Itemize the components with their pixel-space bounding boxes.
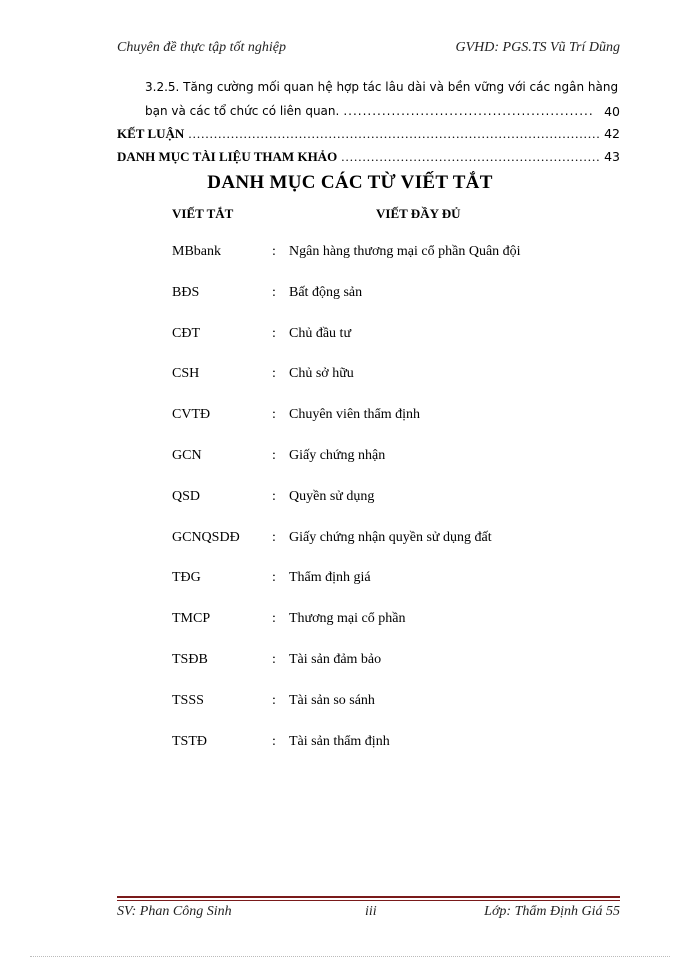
abbreviation-item [0,448,700,489]
abbreviation-code: TSĐB [172,651,208,667]
footer-student: SV: Phan Công Sinh [117,904,232,919]
abbreviation-item [0,530,700,571]
abbreviation-item [0,489,700,530]
abbreviation-item [0,285,700,326]
abbreviation-full: Giấy chứng nhận quyền sử dụng đất [289,529,492,545]
abbreviation-full: Thương mại cổ phần [289,611,406,627]
toc-sub-item-line2 [145,104,620,119]
abbreviation-separator: : [272,407,276,423]
abbreviation-separator: : [272,447,276,463]
abbreviation-full: Quyền sử dụng [289,488,375,504]
abbreviation-full: Tài sản so sánh [289,692,375,708]
abbreviation-code: CVTĐ [172,407,211,423]
toc-sub-item-page: 40 [604,104,620,119]
toc-sub-item-line1: 3.2.5. Tăng cường mối quan hệ hợp tác lâu dài và bền vững với các ngân hàng [145,80,619,94]
abbreviation-separator: : [272,488,276,504]
abbreviation-item [0,611,700,652]
abbreviation-code: GCNQSDĐ [172,529,240,545]
footer-rule-thin [117,900,620,901]
abbreviation-full: Chủ đầu tư [289,325,352,341]
abbreviation-code: BĐS [172,284,200,300]
abbreviation-separator: : [272,284,276,300]
abbreviation-full: Giấy chứng nhận [289,447,386,463]
abbreviation-item [0,652,700,693]
toc-references [117,149,620,165]
toc-leader-dots [188,126,600,142]
abbreviation-item [0,244,700,285]
abbreviation-item [0,734,700,775]
toc-leader-dots [341,149,600,165]
abbreviation-separator: : [272,611,276,627]
abbreviation-separator: : [272,529,276,545]
abbreviation-item [0,570,700,611]
abbreviation-code: TSTĐ [172,733,207,749]
abbreviation-separator: : [272,244,276,259]
abbreviation-separator: : [272,325,276,341]
abbreviation-code: CSH [172,366,200,382]
abbreviation-item [0,407,700,448]
abbreviation-code: GCN [172,447,202,463]
abbreviation-separator: : [272,692,276,708]
toc-conclusion-page: 42 [604,126,620,141]
abbreviation-code: CĐT [172,325,200,341]
abbreviation-full: Tài sản đảm bảo [289,651,382,667]
toc-conclusion-label: KẾT LUẬN [117,126,185,141]
abbreviation-separator: : [272,651,276,667]
abbreviation-full: Ngân hàng thương mại cổ phần Quân đội [289,244,521,259]
abbreviation-full: Thẩm định giá [289,570,371,586]
abbreviation-full: Chủ sở hữu [289,366,354,382]
abbreviation-item [0,366,700,407]
abbreviation-item [0,693,700,734]
toc-sub-item-text: bạn và các tổ chức có liên quan. [145,104,340,118]
abbreviation-separator: : [272,366,276,382]
abbreviation-full: Chuyên viên thẩm định [289,407,421,423]
abbreviation-code: MBbank [172,244,221,259]
abbreviation-item [0,326,700,367]
abbreviation-code: TĐG [172,570,201,586]
abbreviation-full: Bất động sản [289,284,363,300]
toc-conclusion [117,126,620,142]
abbreviation-code: QSD [172,488,201,504]
abbreviation-separator: : [272,733,276,749]
footer-class: Lớp: Thẩm Định Giá 55 [484,904,620,919]
page-edge-divider [30,956,670,957]
footer-rule-thick [117,896,620,898]
toc-references-label: DANH MỤC TÀI LIỆU THAM KHẢO [117,149,338,164]
column-header-short: VIẾT TẮT [172,206,234,221]
abbreviation-code: TSSS [172,692,204,708]
abbreviation-code: TMCP [172,611,211,627]
toc-references-page: 43 [604,149,620,164]
abbreviations-title: DANH MỤC CÁC TỪ VIẾT TẮT [207,172,493,193]
header-title: Chuyên đề thực tập tốt nghiệp [117,40,286,55]
column-header-full: VIẾT ĐẦY ĐỦ [376,206,461,221]
toc-leader-dots [343,104,592,119]
abbreviations-list [0,244,700,774]
abbreviation-separator: : [272,570,276,586]
header-advisor: GVHD: PGS.TS Vũ Trí Dũng [455,40,620,55]
abbreviation-full: Tài sản thẩm định [289,733,390,749]
footer-page-number: iii [365,904,377,919]
